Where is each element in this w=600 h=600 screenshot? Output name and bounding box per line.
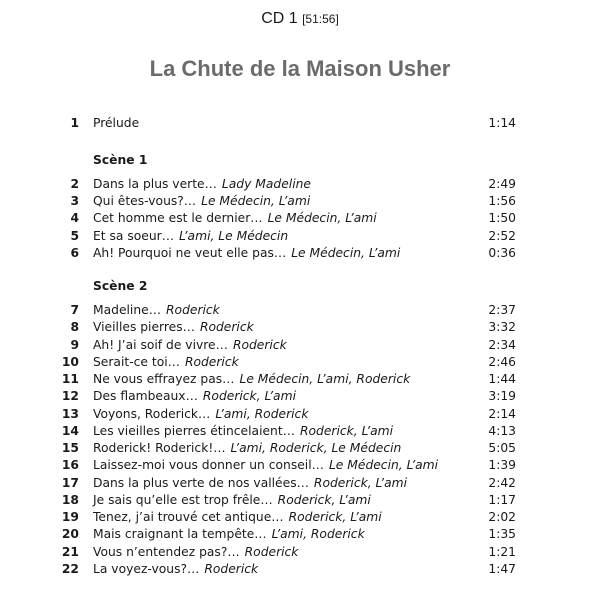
scene-2-heading: Scène 2 xyxy=(93,279,148,293)
track-performers: Roderick, L’ami xyxy=(202,389,296,404)
track-title xyxy=(93,227,288,245)
track-performers: Roderick xyxy=(199,320,254,335)
track-performers: Lady Madeline xyxy=(221,177,311,191)
track-number: 22 xyxy=(61,561,79,576)
track-row xyxy=(0,456,600,474)
track-number: 3 xyxy=(70,194,79,209)
track-duration: 3:32 xyxy=(488,320,516,335)
track-row xyxy=(0,543,600,561)
track-duration: 1:14 xyxy=(488,116,516,130)
track-performers: Roderick xyxy=(166,303,220,317)
track-performers: L’ami, Roderick xyxy=(271,527,365,542)
track-performers: Roderick, L’ami xyxy=(313,475,407,490)
track-duration: 0:36 xyxy=(488,245,516,260)
track-title-text: Cet homme est le dernier… xyxy=(93,211,263,226)
track-title-text: Je sais qu’elle est trop frêle… xyxy=(93,492,273,507)
track-row xyxy=(0,336,600,354)
track-duration: 2:42 xyxy=(488,475,516,490)
track-performers: Roderick xyxy=(184,354,239,369)
track-duration: 1:17 xyxy=(488,492,516,507)
track-row xyxy=(0,301,600,319)
track-duration: 2:34 xyxy=(488,337,516,352)
track-title xyxy=(93,439,401,457)
track-row xyxy=(0,244,600,262)
track-title-text: Tenez, j’ai trouvé cet antique… xyxy=(93,510,284,524)
track-title-text: Ah! J’ai soif de vivre… xyxy=(93,337,228,352)
scene-1-heading: Scène 1 xyxy=(93,153,148,167)
track-title xyxy=(93,244,400,262)
track-number: 4 xyxy=(70,211,79,226)
track-performers: Le Médecin, L’ami xyxy=(267,211,377,226)
track-row xyxy=(0,175,600,193)
track-number: 17 xyxy=(61,475,79,490)
track-row xyxy=(0,209,600,227)
track-performers: L’ami, Roderick, Le Médecin xyxy=(230,441,402,455)
cd-duration: [51:56] xyxy=(302,12,339,26)
track-title-text: Madeline… xyxy=(93,303,162,317)
track-title xyxy=(93,209,377,227)
track-title-text: Roderick! Roderick!… xyxy=(93,441,226,455)
track-row xyxy=(0,387,600,405)
track-number: 19 xyxy=(61,510,79,524)
track-title xyxy=(93,301,220,319)
track-duration: 2:49 xyxy=(488,177,516,191)
track-duration: 1:39 xyxy=(488,458,516,473)
track-row xyxy=(0,318,600,336)
track-performers: L’ami, Roderick xyxy=(215,406,309,421)
track-performers: Le Médecin, L’ami, Roderick xyxy=(239,372,411,386)
track-duration: 2:46 xyxy=(488,354,516,369)
track-performers: Le Médecin, L’ami xyxy=(291,245,401,260)
track-title-text: Serait-ce toi… xyxy=(93,354,180,369)
track-performers: Roderick, L’ami xyxy=(299,423,394,438)
track-title-text: Dans la plus verte de nos vallées… xyxy=(93,475,309,490)
track-title xyxy=(93,387,296,405)
track-number: 18 xyxy=(61,492,79,507)
track-title-text: Les vieilles pierres étincelaient… xyxy=(93,423,295,438)
track-number: 9 xyxy=(70,337,79,352)
track-title xyxy=(93,114,139,132)
track-performers: Le Médecin, L’ami xyxy=(201,194,311,209)
track-title-text: Dans la plus verte… xyxy=(93,177,217,191)
track-duration: 1:56 xyxy=(488,194,516,209)
track-title-text: Et sa soeur… xyxy=(93,228,174,243)
cd-header xyxy=(0,10,600,28)
track-title-text: Mais craignant la tempête… xyxy=(93,527,267,542)
track-duration: 4:13 xyxy=(488,423,516,438)
track-title xyxy=(93,508,382,526)
track-title xyxy=(93,370,410,388)
track-row xyxy=(0,422,600,440)
track-row xyxy=(0,491,600,509)
track-number: 6 xyxy=(70,245,79,260)
track-number: 20 xyxy=(61,527,79,542)
track-duration: 1:44 xyxy=(488,372,516,386)
track-title-text: La voyez-vous?… xyxy=(93,561,200,576)
track-duration: 2:02 xyxy=(488,510,516,524)
track-title xyxy=(93,175,311,193)
track-title-text: Ah! Pourquoi ne veut elle pas… xyxy=(93,245,287,260)
track-title xyxy=(93,422,393,440)
track-title xyxy=(93,491,371,509)
track-title xyxy=(93,560,258,578)
track-row xyxy=(0,353,600,371)
track-title-text: Des flambeaux… xyxy=(93,389,198,404)
track-title-text: Laissez-moi vous donner un conseil… xyxy=(93,458,324,473)
track-row xyxy=(0,405,600,423)
track-performers: Le Médecin, L’ami xyxy=(328,458,439,473)
track-performers: Roderick xyxy=(232,337,287,352)
track-title-text: Prélude xyxy=(93,116,140,130)
work-title: La Chute de la Maison Usher xyxy=(149,56,451,81)
track-title xyxy=(93,456,438,474)
track-performers: L’ami, Le Médecin xyxy=(179,228,289,243)
track-row xyxy=(0,370,600,388)
track-performers: Roderick, L’ami xyxy=(277,492,371,507)
track-duration: 2:52 xyxy=(488,228,516,243)
track-duration: 2:37 xyxy=(488,303,516,317)
track-number: 16 xyxy=(61,458,79,473)
track-number: 12 xyxy=(61,389,79,404)
track-row xyxy=(0,227,600,245)
track-number: 14 xyxy=(61,423,79,438)
track-number: 2 xyxy=(70,177,79,191)
track-duration: 5:05 xyxy=(488,441,516,455)
track-number: 8 xyxy=(70,320,79,335)
track-performers: Roderick xyxy=(244,544,299,559)
track-title-text: Voyons, Roderick… xyxy=(93,406,211,421)
track-title xyxy=(93,192,310,210)
track-duration: 2:14 xyxy=(488,406,516,421)
track-row xyxy=(0,560,600,578)
track-duration: 1:50 xyxy=(488,211,516,226)
track-title xyxy=(93,336,287,354)
track-row xyxy=(0,474,600,492)
track-title xyxy=(93,353,239,371)
track-performers: Roderick, L’ami xyxy=(288,510,382,524)
cd-label: CD 1 xyxy=(261,10,298,27)
track-row xyxy=(0,525,600,543)
track-row xyxy=(0,508,600,526)
track-number: 13 xyxy=(61,406,79,421)
track-row xyxy=(0,439,600,457)
track-row xyxy=(0,192,600,210)
track-duration: 3:19 xyxy=(488,389,516,404)
track-title xyxy=(93,543,298,561)
track-title xyxy=(93,405,308,423)
track-duration: 1:47 xyxy=(488,561,516,576)
track-title xyxy=(93,474,407,492)
track-number: 5 xyxy=(70,228,79,243)
track-duration: 1:21 xyxy=(488,544,516,559)
track-duration: 1:35 xyxy=(488,527,516,542)
track-number: 11 xyxy=(61,372,79,386)
track-performers: Roderick xyxy=(204,561,259,576)
track-title xyxy=(93,318,254,336)
track-number: 1 xyxy=(70,116,79,130)
track-title-text: Ne vous effrayez pas… xyxy=(93,372,235,386)
track-row xyxy=(0,114,600,132)
track-number: 7 xyxy=(70,303,79,317)
track-title-text: Qui êtes-vous?… xyxy=(93,194,197,209)
track-number: 15 xyxy=(61,441,79,455)
track-number: 21 xyxy=(61,544,79,559)
track-title xyxy=(93,525,365,543)
track-title-text: Vous n’entendez pas?… xyxy=(93,544,240,559)
track-title-text: Vieilles pierres… xyxy=(93,320,195,335)
track-number: 10 xyxy=(61,354,79,369)
